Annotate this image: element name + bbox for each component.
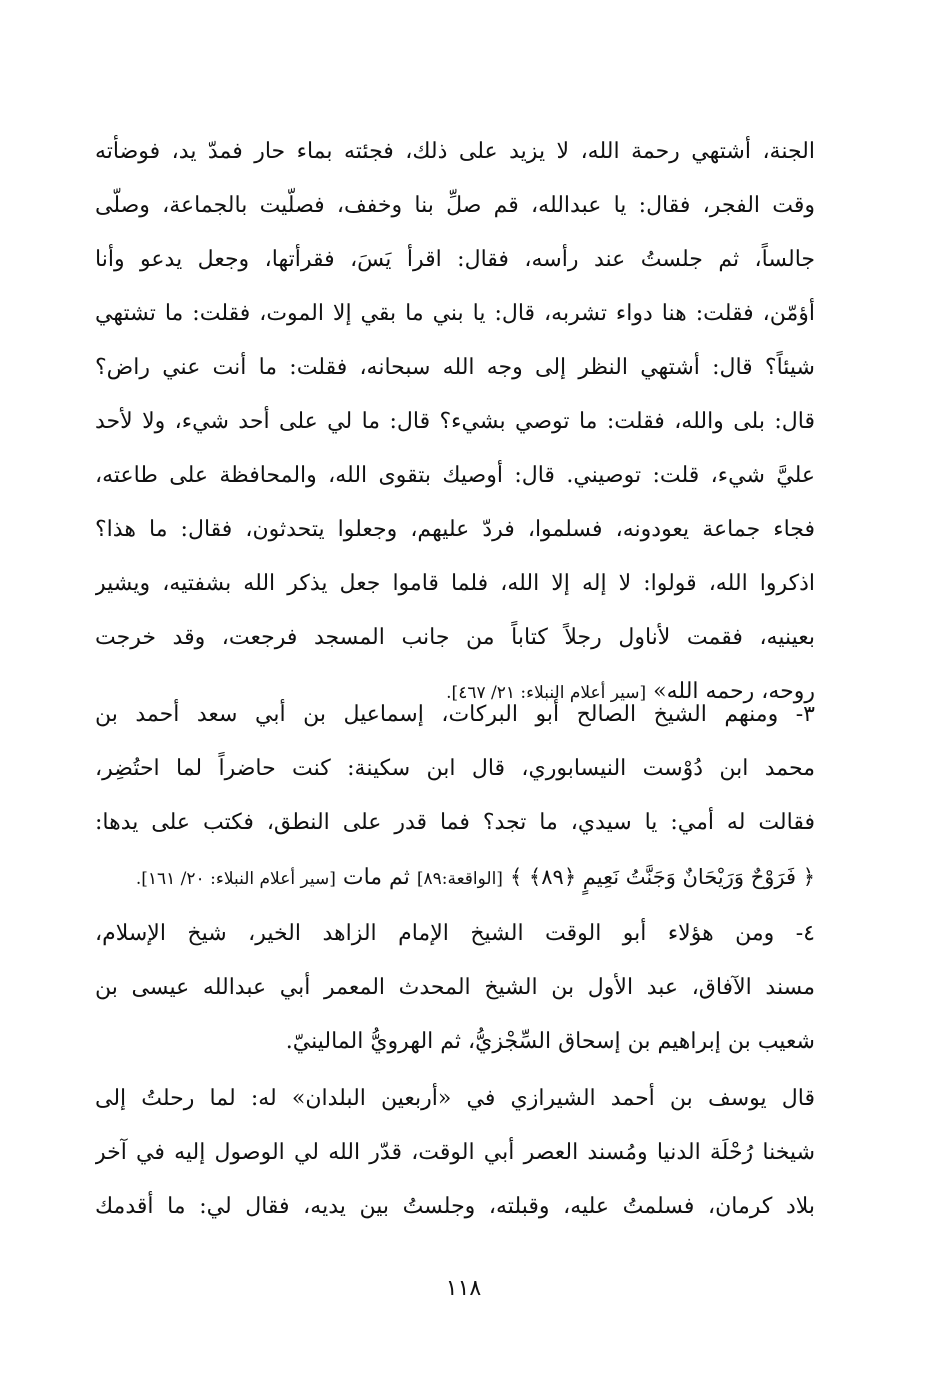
citation: [سير أعلام النبلاء: ٢٠/ ١٦١]. — [135, 869, 336, 889]
text-line: ٤- ومن هؤلاء أبو الوقت الشيخ الإمام الزاهد الخير، شيخ الإسلام، — [95, 921, 815, 946]
text-line: جالساً، ثم جلستُ عند رأسه، فقال: اقرأ يَسَ، فقرأتها، وجعل يدعو وأنا — [95, 247, 815, 272]
text-line: مسند الآفاق، عبد الأول بن الشيخ المحدث المعمر أبي عبدالله عيسى بن — [95, 975, 815, 1000]
paragraph-2 — [95, 688, 815, 904]
paragraph-1 — [95, 125, 815, 719]
paragraph-3 — [95, 907, 815, 1069]
text-line: فقالت له أمي: يا سيدي، ما تجد؟ فما قدر على النطق، فكتب على يدها: — [95, 810, 815, 835]
text-line: شيئاً؟ قال: أشتهي النظر إلى وجه الله سبحانه، فقلت: ما أنت عني راض؟ — [95, 355, 815, 380]
text-line-last: شعيب بن إبراهيم بن إسحاق السِّجْزيُّ، ثم الهرويُّ المالينيّ. — [285, 1029, 815, 1054]
text-line: بلاد كرمان، فسلمتُ عليه، وقبلته، وجلستُ بين يديه، فقال لي: ما أقدمك — [95, 1194, 815, 1219]
quran-verse: ﴿ فَرَوْحٌ وَرَيْحَانٌ وَجَنَّتُ نَعِيمٍ ﴿٨٩﴾ ﴾ — [509, 865, 815, 889]
text-line: الجنة، أشتهي رحمة الله، لا يزيد على ذلك، فجئته بماء حار فمدّ يد، فوضأته — [95, 139, 815, 164]
text-line: محمد ابن دُوْست النيسابوري، قال ابن سكينة: كنت حاضراً لما احتُضِر، — [95, 756, 815, 781]
citation: [سير أعلام النبلاء: ٢١/ ٤٦٧]. — [446, 683, 647, 703]
text-line: قال: بلى والله، فقلت: ما توصي بشيء؟ قال: ما لي على أحد شيء، ولا لأحد — [95, 409, 815, 434]
text-line: أؤمّن، فقلت: هنا دواء تشربه، قال: يا بني ما بقي إلا الموت، فقلت: ما تشتهي — [95, 301, 815, 326]
verse-followup: ثم مات — [342, 865, 410, 890]
text-line: ٣- ومنهم الشيخ الصالح أبو البركات، إسماعيل بن أبي سعد أحمد بن — [95, 702, 815, 727]
text-line: بعينيه، فقمت لأناول رجلاً كتاباً من جانب المسجد فرجعت، وقد خرجت — [95, 625, 815, 650]
text-line: فجاء جماعة يعودونه، فسلموا، فردّ عليهم، وجعلوا يتحدثون، فقال: ما هذا؟ — [95, 517, 815, 542]
text-line: شيخنا رُحْلَة الدنيا ومُسند العصر أبي الوقت، قدّر الله لي الوصول إليه في آخر — [95, 1140, 815, 1165]
text-line: وقت الفجر، فقال: يا عبدالله، قم صلِّ بنا وخفف، فصلّيت بالجماعة، وصلّى — [95, 193, 815, 218]
text-line: اذكروا الله، قولوا: لا إله إلا الله، فلما قاموا جعل يذكر الله بشفتيه، ويشير — [95, 571, 815, 596]
text-line: عليَّ شيء، قلت: توصيني. قال: أوصيك بتقوى الله، والمحافظة على طاعته، — [95, 463, 815, 488]
verse-citation: [الواقعة:٨٩] — [416, 869, 503, 889]
quran-line — [95, 850, 815, 904]
page-number: ١١٨ — [445, 1276, 482, 1301]
text-line: قال يوسف بن أحمد الشيرازي في «أربعين البلدان» له: لما رحلتُ إلى — [95, 1086, 815, 1111]
paragraph-4 — [95, 1072, 815, 1234]
quote-end-text: روحه، رحمه الله» — [653, 679, 815, 704]
